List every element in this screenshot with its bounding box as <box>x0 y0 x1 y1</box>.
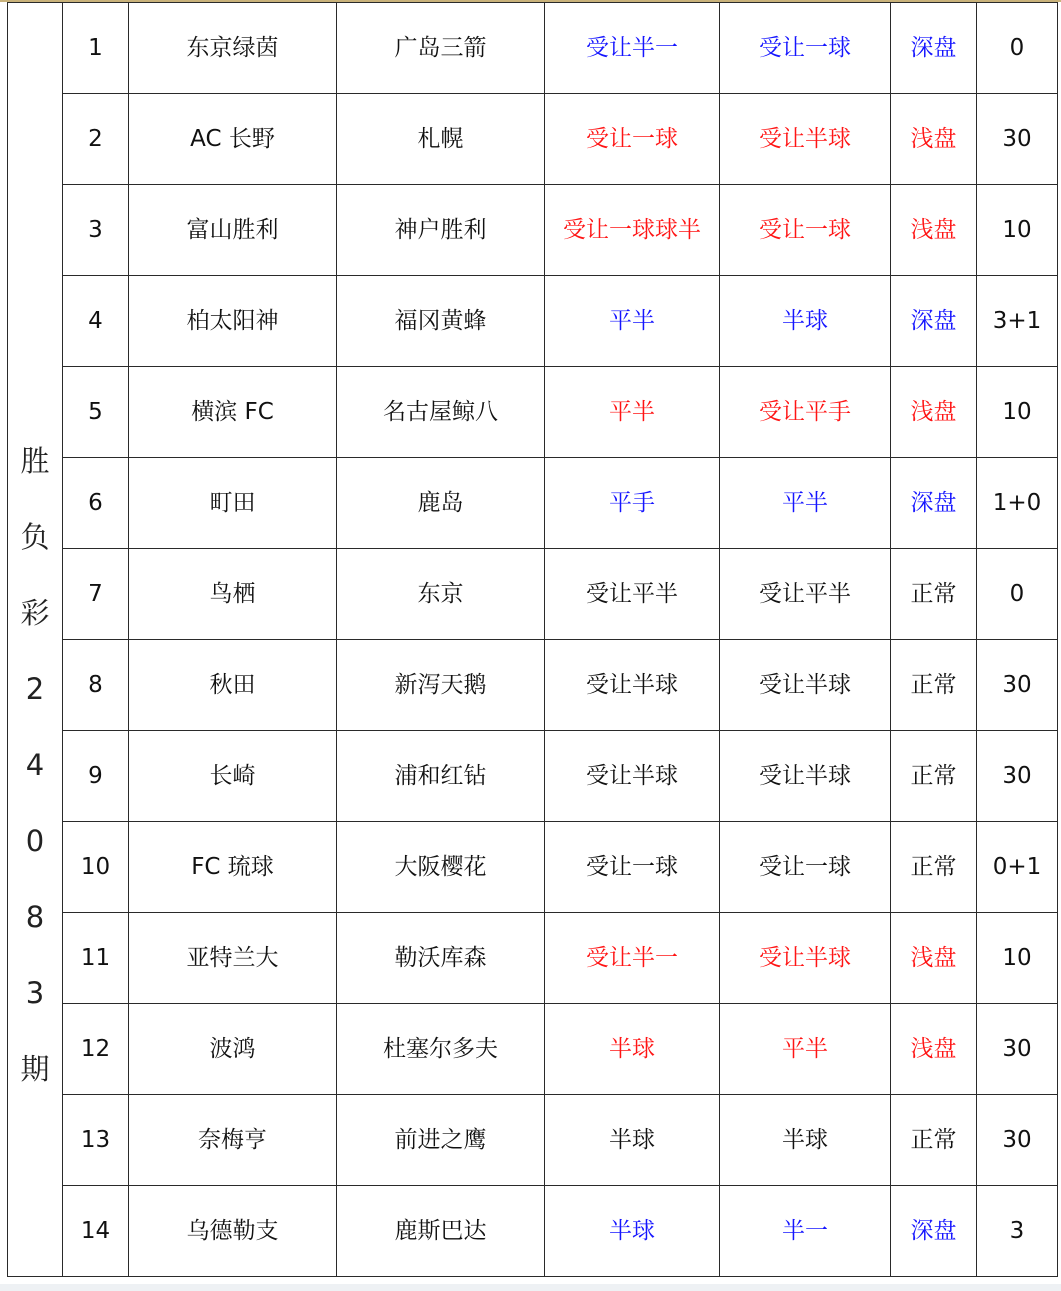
home-team-cell <box>129 3 337 94</box>
home-team: 秋田 <box>209 672 256 698</box>
handicap-a-cell <box>545 822 720 913</box>
match-number-cell <box>63 458 129 549</box>
home-team: 町田 <box>209 490 256 516</box>
handicap-b: 受让半球 <box>759 945 851 971</box>
depth-label: 深盘 <box>910 490 957 516</box>
pick-value-cell <box>977 640 1058 731</box>
home-team-cell <box>129 276 337 367</box>
depth-label-cell <box>891 94 977 185</box>
home-team: 奈梅亨 <box>198 1127 267 1153</box>
away-team-cell <box>337 1186 545 1277</box>
match-number: 9 <box>88 763 103 789</box>
match-number: 12 <box>80 1036 111 1062</box>
handicap-b-cell <box>720 458 891 549</box>
handicap-a: 平半 <box>609 399 655 425</box>
depth-label-cell <box>891 549 977 640</box>
pick-value-cell <box>977 1095 1058 1186</box>
depth-label-cell <box>891 367 977 458</box>
handicap-a: 受让一球 <box>586 854 678 880</box>
depth-label: 深盘 <box>910 35 957 61</box>
handicap-a-cell <box>545 640 720 731</box>
away-team: 福冈黄蜂 <box>394 308 487 334</box>
handicap-b: 受让平手 <box>759 399 851 425</box>
match-number-cell <box>63 276 129 367</box>
match-number-cell <box>63 549 129 640</box>
home-team-cell <box>129 913 337 1004</box>
pick-value-cell <box>977 549 1058 640</box>
match-table-body <box>8 3 1058 1277</box>
handicap-a-cell <box>545 549 720 640</box>
home-team: 横滨 FC <box>191 399 274 425</box>
away-team-cell <box>337 367 545 458</box>
home-team: 长崎 <box>209 763 256 789</box>
away-team-cell <box>337 731 545 822</box>
depth-label: 浅盘 <box>910 945 957 971</box>
pick-value-cell <box>977 185 1058 276</box>
handicap-a: 受让半一 <box>586 35 678 61</box>
match-number: 14 <box>80 1218 111 1244</box>
handicap-a-cell <box>545 367 720 458</box>
match-number: 8 <box>88 672 103 698</box>
table-row <box>8 367 1058 458</box>
handicap-b: 平半 <box>782 1036 828 1062</box>
away-team-cell <box>337 549 545 640</box>
depth-label-cell <box>891 640 977 731</box>
pick-value-cell <box>977 1004 1058 1095</box>
handicap-a: 受让半一 <box>586 945 678 971</box>
handicap-b: 平半 <box>782 490 828 516</box>
table-row <box>8 185 1058 276</box>
match-number: 10 <box>80 854 111 880</box>
home-team: 亚特兰大 <box>186 945 279 971</box>
pick-value: 30 <box>1002 763 1032 789</box>
handicap-a-cell <box>545 185 720 276</box>
pick-value: 0 <box>1009 35 1025 61</box>
pick-value: 30 <box>1002 126 1032 152</box>
match-number: 13 <box>80 1127 111 1153</box>
pick-value: 3 <box>1009 1218 1025 1244</box>
issue-label-cell <box>8 3 63 1277</box>
handicap-a: 半球 <box>609 1218 655 1244</box>
home-team-cell <box>129 731 337 822</box>
table-row <box>8 913 1058 1004</box>
pick-value-cell <box>977 822 1058 913</box>
pick-value-cell <box>977 1186 1058 1277</box>
away-team: 勒沃库森 <box>394 945 487 971</box>
depth-label-cell <box>891 458 977 549</box>
handicap-b: 受让一球 <box>759 217 851 243</box>
pick-value: 30 <box>1002 1036 1032 1062</box>
depth-label-cell <box>891 913 977 1004</box>
away-team: 鹿斯巴达 <box>394 1218 487 1244</box>
handicap-a: 受让半球 <box>586 672 678 698</box>
depth-label: 浅盘 <box>910 217 957 243</box>
home-team: 富山胜利 <box>186 217 279 243</box>
away-team-cell <box>337 822 545 913</box>
match-number: 2 <box>88 126 103 152</box>
home-team-cell <box>129 367 337 458</box>
handicap-a: 平半 <box>609 308 655 334</box>
pick-value: 0 <box>1009 581 1025 607</box>
away-team-cell <box>337 913 545 1004</box>
table-row <box>8 276 1058 367</box>
table-row <box>8 458 1058 549</box>
away-team: 东京 <box>417 581 464 607</box>
home-team-cell <box>129 1095 337 1186</box>
depth-label: 深盘 <box>910 1218 957 1244</box>
away-team-cell <box>337 1095 545 1186</box>
depth-label: 浅盘 <box>910 399 957 425</box>
match-number-cell <box>63 640 129 731</box>
away-team: 浦和红钻 <box>394 763 487 789</box>
handicap-a: 受让半球 <box>586 763 678 789</box>
pick-value: 10 <box>1002 399 1032 425</box>
handicap-a: 半球 <box>609 1127 655 1153</box>
handicap-a-cell <box>545 3 720 94</box>
away-team: 名古屋鲸八 <box>383 399 498 425</box>
handicap-b: 受让一球 <box>759 35 851 61</box>
table-row <box>8 822 1058 913</box>
depth-label-cell <box>891 276 977 367</box>
depth-label-cell <box>891 1095 977 1186</box>
away-team: 前进之鹰 <box>394 1127 487 1153</box>
table-row <box>8 1186 1058 1277</box>
away-team: 杜塞尔多夫 <box>383 1036 498 1062</box>
handicap-b-cell <box>720 1095 891 1186</box>
match-number-cell <box>63 3 129 94</box>
depth-label-cell <box>891 1186 977 1277</box>
home-team-cell <box>129 640 337 731</box>
handicap-b-cell <box>720 1004 891 1095</box>
handicap-b-cell <box>720 3 891 94</box>
handicap-b-cell <box>720 94 891 185</box>
match-number-cell <box>63 185 129 276</box>
away-team: 大阪樱花 <box>394 854 487 880</box>
depth-label: 正常 <box>910 581 957 607</box>
match-number: 11 <box>80 945 111 971</box>
pick-value: 30 <box>1002 1127 1032 1153</box>
match-number-cell <box>63 822 129 913</box>
handicap-a-cell <box>545 1095 720 1186</box>
match-number: 3 <box>88 217 103 243</box>
home-team: AC 长野 <box>190 126 275 152</box>
handicap-b-cell <box>720 913 891 1004</box>
pick-value: 1+0 <box>992 490 1042 516</box>
match-number: 6 <box>88 490 103 516</box>
handicap-b-cell <box>720 549 891 640</box>
home-team-cell <box>129 458 337 549</box>
home-team: 鸟栖 <box>209 581 256 607</box>
handicap-a-cell <box>545 458 720 549</box>
table-row <box>8 1004 1058 1095</box>
match-number-cell <box>63 1095 129 1186</box>
depth-label: 深盘 <box>910 308 957 334</box>
pick-value-cell <box>977 731 1058 822</box>
away-team: 鹿岛 <box>417 490 464 516</box>
handicap-b-cell <box>720 822 891 913</box>
match-number-cell <box>63 1186 129 1277</box>
away-team: 新泻天鹅 <box>394 672 487 698</box>
table-row <box>8 3 1058 94</box>
depth-label: 正常 <box>910 1127 957 1153</box>
handicap-b: 受让一球 <box>759 854 851 880</box>
depth-label-cell <box>891 1004 977 1095</box>
handicap-a: 受让一球球半 <box>563 217 701 243</box>
depth-label: 正常 <box>910 854 957 880</box>
away-team-cell <box>337 185 545 276</box>
handicap-a: 半球 <box>609 1036 655 1062</box>
handicap-a-cell <box>545 731 720 822</box>
handicap-b-cell <box>720 185 891 276</box>
away-team-cell <box>337 94 545 185</box>
handicap-b: 半一 <box>782 1218 828 1244</box>
depth-label: 浅盘 <box>910 1036 957 1062</box>
pick-value-cell <box>977 94 1058 185</box>
match-table <box>7 2 1058 1277</box>
match-number-cell <box>63 731 129 822</box>
away-team: 神户胜利 <box>394 217 487 243</box>
match-number: 4 <box>88 308 103 334</box>
match-number: 7 <box>88 581 103 607</box>
handicap-a-cell <box>545 94 720 185</box>
handicap-a-cell <box>545 913 720 1004</box>
home-team: 柏太阳神 <box>186 308 279 334</box>
depth-label-cell <box>891 731 977 822</box>
away-team: 札幌 <box>417 126 464 152</box>
handicap-b: 半球 <box>782 308 828 334</box>
pick-value: 3+1 <box>992 308 1042 334</box>
handicap-b-cell <box>720 367 891 458</box>
table-row <box>8 94 1058 185</box>
pick-value-cell <box>977 3 1058 94</box>
depth-label-cell <box>891 3 977 94</box>
table-row <box>8 1095 1058 1186</box>
handicap-b: 受让半球 <box>759 126 851 152</box>
depth-label-cell <box>891 185 977 276</box>
away-team: 广岛三箭 <box>394 35 487 61</box>
pick-value-cell <box>977 913 1058 1004</box>
handicap-b-cell <box>720 276 891 367</box>
depth-label: 浅盘 <box>910 126 957 152</box>
match-number: 1 <box>88 35 103 61</box>
away-team-cell <box>337 640 545 731</box>
away-team-cell <box>337 276 545 367</box>
bottom-band <box>0 1284 1061 1291</box>
handicap-a-cell <box>545 1004 720 1095</box>
match-number: 5 <box>88 399 103 425</box>
pick-value: 30 <box>1002 672 1032 698</box>
handicap-a-cell <box>545 1186 720 1277</box>
table-row <box>8 549 1058 640</box>
match-number-cell <box>63 913 129 1004</box>
home-team-cell <box>129 549 337 640</box>
home-team: 东京绿茵 <box>186 35 279 61</box>
handicap-b: 半球 <box>782 1127 828 1153</box>
pick-value: 10 <box>1002 945 1032 971</box>
home-team-cell <box>129 94 337 185</box>
issue-label: 胜负彩24083期 <box>20 443 50 1086</box>
home-team: 乌德勒支 <box>186 1218 279 1244</box>
away-team-cell <box>337 1004 545 1095</box>
home-team-cell <box>129 1186 337 1277</box>
table-row <box>8 640 1058 731</box>
home-team-cell <box>129 1004 337 1095</box>
handicap-a: 受让一球 <box>586 126 678 152</box>
handicap-b: 受让半球 <box>759 763 851 789</box>
home-team-cell <box>129 822 337 913</box>
pick-value: 0+1 <box>992 854 1042 880</box>
away-team-cell <box>337 3 545 94</box>
depth-label: 正常 <box>910 763 957 789</box>
match-number-cell <box>63 1004 129 1095</box>
away-team-cell <box>337 458 545 549</box>
handicap-b-cell <box>720 640 891 731</box>
pick-value-cell <box>977 458 1058 549</box>
match-number-cell <box>63 367 129 458</box>
depth-label: 正常 <box>910 672 957 698</box>
handicap-a: 受让平半 <box>586 581 678 607</box>
table-row <box>8 731 1058 822</box>
home-team: 波鸿 <box>209 1036 256 1062</box>
match-number-cell <box>63 94 129 185</box>
handicap-b: 受让半球 <box>759 672 851 698</box>
home-team-cell <box>129 185 337 276</box>
handicap-a-cell <box>545 276 720 367</box>
pick-value-cell <box>977 367 1058 458</box>
pick-value: 10 <box>1002 217 1032 243</box>
handicap-b-cell <box>720 731 891 822</box>
pick-value-cell <box>977 276 1058 367</box>
handicap-b-cell <box>720 1186 891 1277</box>
depth-label-cell <box>891 822 977 913</box>
home-team: FC 琉球 <box>191 854 274 880</box>
handicap-b: 受让平半 <box>759 581 851 607</box>
handicap-a: 平手 <box>609 490 655 516</box>
